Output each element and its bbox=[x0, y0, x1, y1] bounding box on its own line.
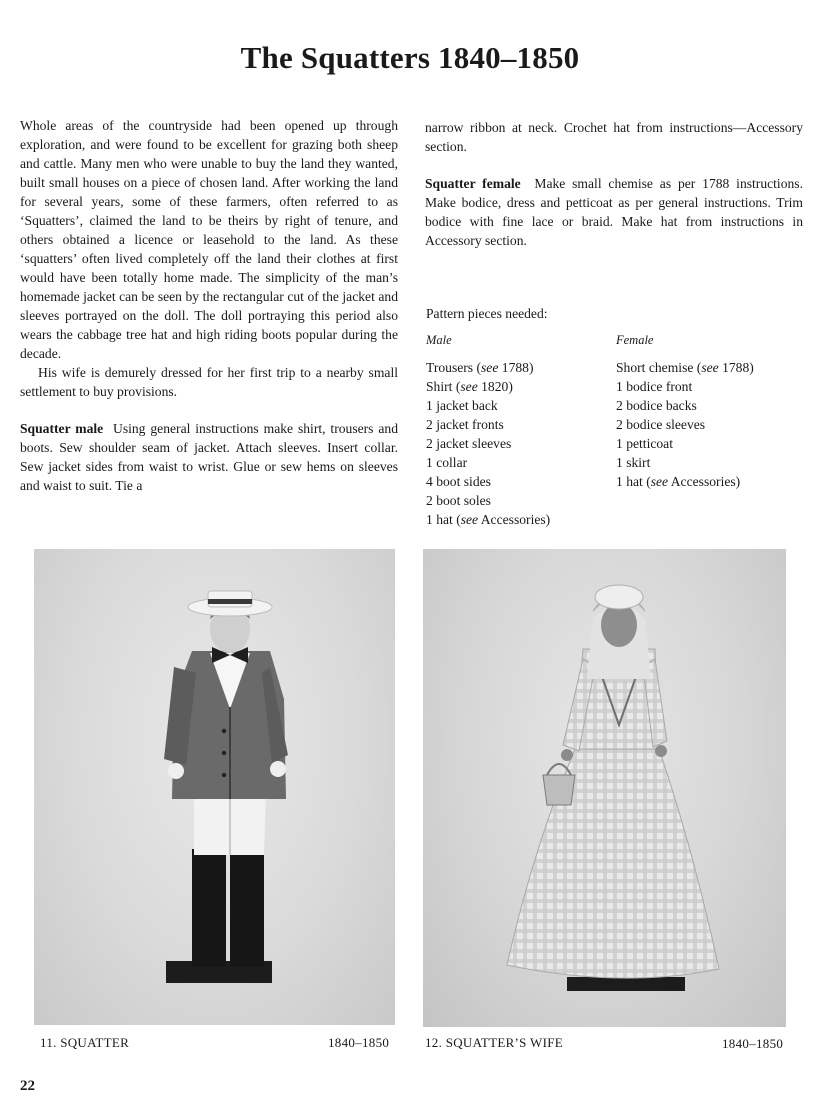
squatter-male-heading: Squatter male bbox=[20, 421, 104, 436]
male-pattern-item: 2 jacket sleeves bbox=[426, 436, 512, 451]
squatter-photo bbox=[34, 549, 395, 1025]
male-pattern-label: Male bbox=[426, 333, 452, 347]
male-pattern-item: 1 jacket back bbox=[426, 398, 498, 413]
squatters-wife-photo bbox=[423, 549, 786, 1027]
squatters-wife-caption: 12. SQUATTER’S WIFE bbox=[425, 1035, 563, 1050]
female-pattern-item: 1 hat (see Accessories) bbox=[616, 474, 741, 489]
squatter-female-heading: Squatter female bbox=[425, 176, 521, 191]
female-pattern-item: 1 skirt bbox=[616, 455, 651, 470]
male-pattern-item: Shirt (see 1820) bbox=[426, 379, 513, 394]
continuation-paragraph: narrow ribbon at neck. Crochet hat from instructions—Accessory section. bbox=[425, 120, 803, 154]
right-column bbox=[425, 118, 803, 250]
male-pattern-item: 2 boot soles bbox=[426, 493, 491, 508]
male-pattern-item: 1 collar bbox=[426, 455, 468, 470]
squatters-wife-caption-years: 1840–1850 bbox=[722, 1036, 784, 1051]
female-pattern-item: 2 bodice backs bbox=[616, 398, 697, 413]
female-pattern-list bbox=[616, 331, 806, 529]
squatter-caption-years: 1840–1850 bbox=[328, 1035, 390, 1050]
male-pattern-list bbox=[426, 331, 616, 529]
female-pattern-item: Short chemise (see 1788) bbox=[616, 360, 754, 375]
pattern-pieces bbox=[426, 304, 806, 529]
male-pattern-item: 2 jacket fronts bbox=[426, 417, 504, 432]
male-pattern-item: 4 boot sides bbox=[426, 474, 491, 489]
female-pattern-item: 2 bodice sleeves bbox=[616, 417, 706, 432]
squatter-doll-illustration bbox=[34, 549, 395, 1025]
intro-paragraph: Whole areas of the countryside had been opened up through exploration, and were found to be excellent for grazing both sheep and cattle. Many men who were unable to buy the land they wanted, built small houses on a piece of chosen land. After working the land for several years, some of these farmers, often referred to as ‘Squatters’, claimed the land to be theirs by right of tenure, and others obtained a licence or leasehold to the land. As these ‘squatters’ often lived completely off the land their clothes at first would have been totally home made. The simplicity of the man’s homemade jacket can be seen by the rectangular cut of the jacket and sleeves portrayed on the doll. The doll portraying this period also wears the cabbage tree hat and high riding boots popular during the decade. bbox=[20, 118, 398, 361]
male-pattern-item: Trousers (see 1788) bbox=[426, 360, 534, 375]
squatter-caption: 11. SQUATTER bbox=[40, 1035, 130, 1050]
female-pattern-label: Female bbox=[616, 333, 654, 347]
squatter-female-paragraph bbox=[425, 174, 803, 250]
page-number: 22 bbox=[20, 1078, 35, 1094]
squatter-female-text: Make small chemise as per 1788 instructions. Make bodice, dress and petticoat as per general instructions. Trim bodice with fine lace or braid. Make hat from instructions in Accessory section. bbox=[425, 176, 803, 248]
left-column bbox=[20, 116, 398, 495]
squatter-male-paragraph bbox=[20, 419, 398, 495]
female-pattern-item: 1 petticoat bbox=[616, 436, 673, 451]
wife-paragraph: His wife is demurely dressed for her first trip to a nearby small settlement to buy provisions. bbox=[20, 365, 398, 399]
female-pattern-item: 1 bodice front bbox=[616, 379, 693, 394]
squatter-male-text: Using general instructions make shirt, trousers and boots. Sew shoulder seam of jacket. Attach sleeves. Insert collar. Sew jacket sides from waist to wrist. Glue or sew hems on sleeves and waist to suit. Tie a bbox=[20, 421, 398, 493]
male-pattern-item: 1 hat (see Accessories) bbox=[426, 512, 551, 527]
pattern-pieces-heading: Pattern pieces needed: bbox=[426, 306, 548, 321]
page-title: The Squatters 1840–1850 bbox=[240, 40, 580, 75]
squatters-wife-doll-illustration bbox=[423, 549, 786, 1027]
